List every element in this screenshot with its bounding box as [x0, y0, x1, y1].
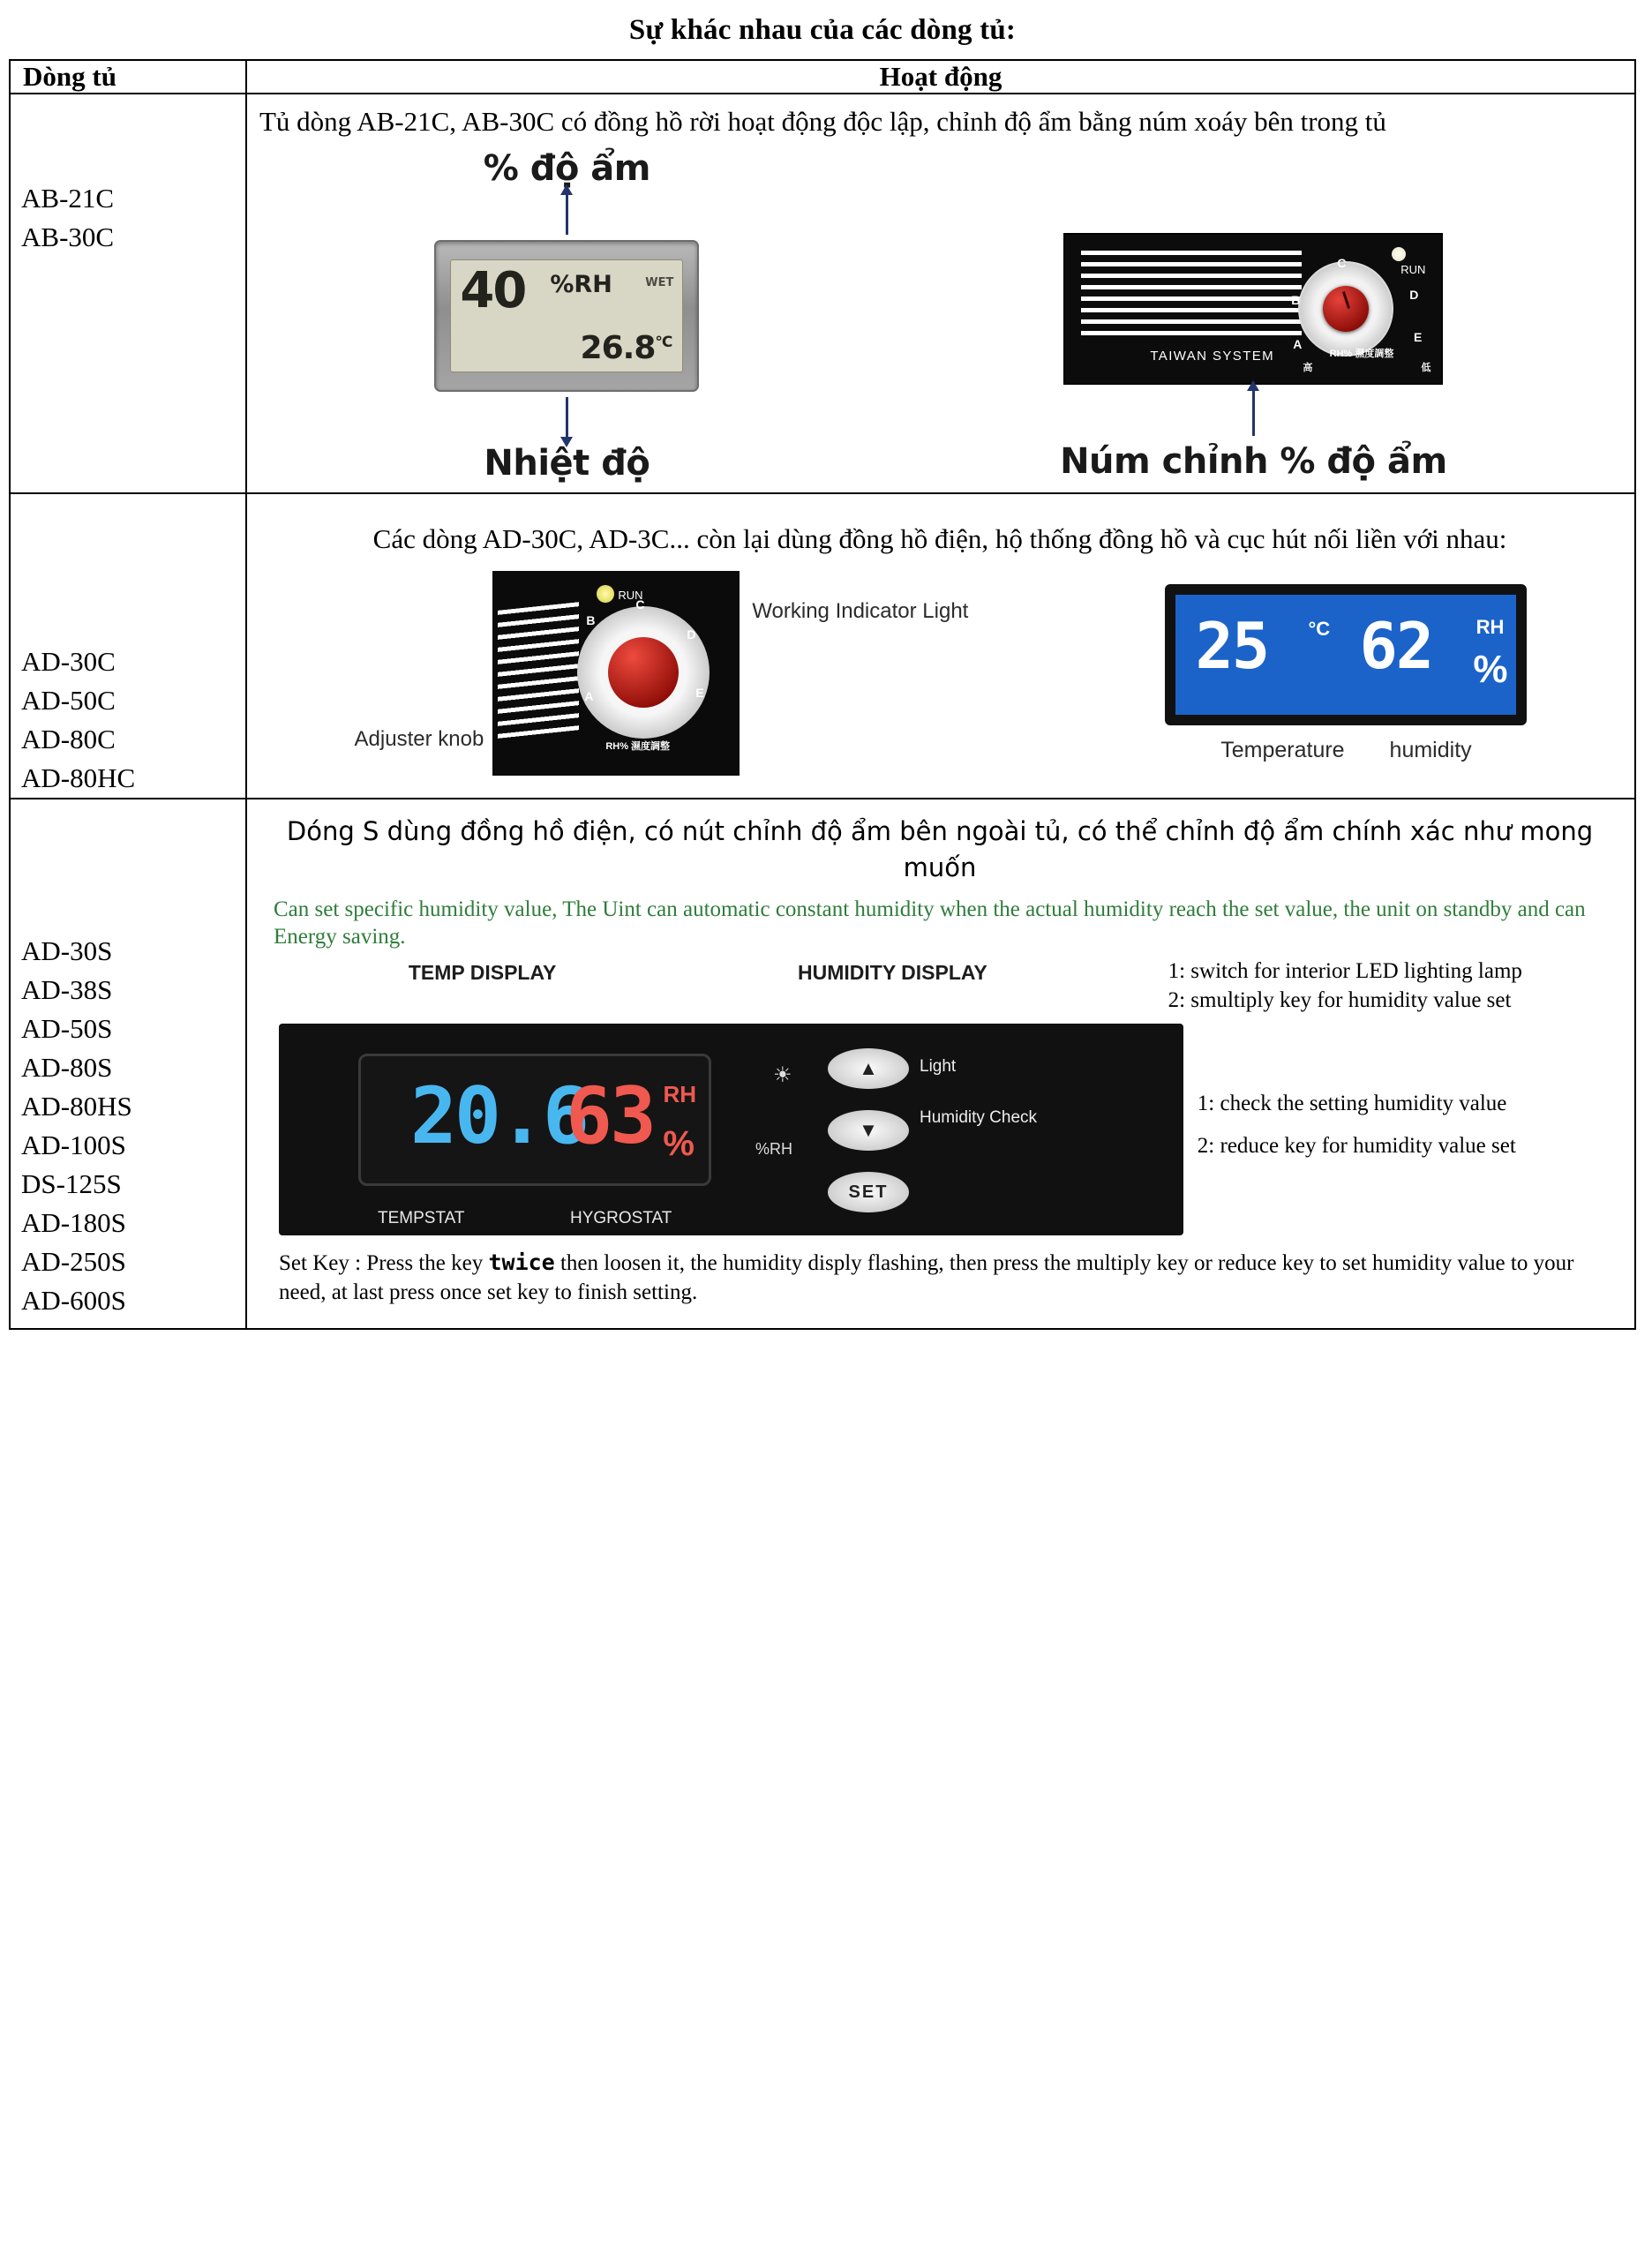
- humidity-adjust-dial[interactable]: [577, 606, 710, 739]
- humidity-adjust-dial[interactable]: [1298, 261, 1393, 356]
- operation-cell-ab: [246, 94, 1635, 493]
- page-title: Sự khác nhau của các dòng tủ:: [628, 14, 1017, 46]
- arrow-down-icon: [566, 397, 568, 438]
- note-line-3: 1: check the setting humidity value: [1197, 1091, 1507, 1115]
- set-note-suffix: then loosen it, the humidity disply flashing, then press the multiply key or reduce key to set humidity value to your need, at last press once set key to finish setting.: [279, 1251, 1574, 1305]
- description-adc: Các dòng AD-30C, AD-3C... còn lại dùng đồng hồ điện, hộ thống đồng hồ và cục hút nối liền với nhau:: [372, 523, 1507, 555]
- standalone-hygrometer: [434, 240, 699, 392]
- blue-display-figure: [1165, 584, 1527, 763]
- dial-knob[interactable]: [608, 637, 679, 708]
- set-note-emphasis: twice: [488, 1250, 555, 1276]
- label-tempstat: TEMPSTAT: [378, 1209, 465, 1228]
- display-temperature: 25: [1195, 608, 1269, 683]
- model-ab-21c: AB-21C: [21, 183, 115, 214]
- dial-label-a: A: [584, 689, 594, 704]
- model-ad-30c: AD-30C: [21, 646, 116, 678]
- vent-stripes: [498, 603, 579, 744]
- lcd-screen: [450, 259, 683, 372]
- label-humidity-check: Humidity Check: [920, 1108, 1038, 1128]
- model-list-ab: [21, 179, 245, 257]
- model-list-adc: [21, 642, 245, 798]
- model-ab-30c: AB-30C: [21, 221, 115, 253]
- header-operation: Hoạt động: [246, 60, 1635, 94]
- dial-high-label: 低: [1421, 363, 1431, 374]
- working-indicator-label: Working Indicator Light: [752, 599, 969, 624]
- vent-stripes: [1081, 251, 1302, 335]
- dial-label-d: D: [1409, 288, 1419, 303]
- header-model: Dòng tủ: [10, 60, 246, 94]
- operation-cell-adc: [246, 493, 1635, 799]
- dial-label-a: A: [1293, 337, 1303, 352]
- dial-knob[interactable]: [1323, 286, 1369, 332]
- arrow-up-icon: [566, 194, 568, 235]
- table-row: [10, 799, 1635, 1329]
- run-label: RUN: [1400, 263, 1426, 277]
- dial-label-b: B: [586, 613, 596, 628]
- digital-display: [1165, 584, 1527, 725]
- interior-knob-panel: [1063, 233, 1443, 385]
- humidity-increase-button[interactable]: ▲: [828, 1048, 909, 1089]
- set-key-note: [252, 1235, 1629, 1316]
- model-ad-100s: AD-100S: [21, 1130, 126, 1161]
- figure-adc-series: [247, 562, 1634, 788]
- arrow-up-icon-knob: [1252, 390, 1255, 436]
- knob-photo: [492, 571, 740, 776]
- model-ds-125s: DS-125S: [21, 1168, 122, 1200]
- panel-humidity-value: 63: [566, 1070, 654, 1162]
- lcd-humidity-unit: %RH: [550, 271, 612, 299]
- dial-sub-label: RH% 濕度調整: [1329, 349, 1394, 360]
- lcd-humidity-value: 40: [460, 262, 526, 320]
- model-ad-38s: AD-38S: [21, 974, 113, 1006]
- dial-sub-label: RH% 濕度調整: [605, 741, 671, 753]
- note-line-1: 1: switch for interior LED lighting lamp: [1168, 959, 1522, 984]
- description-ads: Dóng S dùng đồng hồ điện, có nút chỉnh độ ẩm bên ngoài tủ, có thể chỉnh độ ẩm chính xác như mong muốn: [286, 816, 1594, 883]
- model-ad-80hc: AD-80HC: [21, 762, 136, 794]
- figure-ads-series: [247, 892, 1634, 1329]
- comparison-table: [9, 59, 1636, 1330]
- model-ad-250s: AD-250S: [21, 1246, 126, 1278]
- display-humidity-unit: RH: [1476, 615, 1505, 638]
- label-temp-display: TEMP DISPLAY: [408, 961, 557, 985]
- dial-label-c: C: [1337, 256, 1347, 271]
- model-ad-180s: AD-180S: [21, 1207, 126, 1239]
- label-humidity-display: HUMIDITY DISPLAY: [798, 961, 987, 985]
- model-ad-50s: AD-50S: [21, 1013, 113, 1045]
- dial-label-b: B: [1291, 293, 1301, 308]
- note-line-2: 2: smultiply key for humidity value set: [1168, 987, 1512, 1012]
- model-cell-adc: [10, 493, 246, 799]
- model-ad-30s: AD-30S: [21, 935, 113, 967]
- display-captions: [1165, 738, 1527, 763]
- model-cell-ab: [10, 94, 246, 493]
- green-note: Can set specific humidity value, The Uint can automatic constant humidity when the actual humidity reach the set value, the unit on standby and can Energy saving.: [274, 897, 1586, 949]
- model-ad-80s: AD-80S: [21, 1052, 113, 1084]
- display-temperature-unit: °C: [1308, 617, 1331, 640]
- panel-brand-label: TAIWAN SYSTEM: [1150, 349, 1275, 364]
- model-list-ads: [21, 932, 245, 1320]
- dial-label-e: E: [1414, 330, 1423, 345]
- model-ad-50c: AD-50C: [21, 685, 116, 717]
- table-row: [10, 493, 1635, 799]
- panel-rh-label: RH: [663, 1081, 696, 1108]
- light-sun-icon: ☀: [773, 1064, 792, 1088]
- lcd-wet-label: WET: [645, 276, 674, 290]
- lcd-temperature-unit: °C: [655, 334, 672, 352]
- display-percent-sign: %: [1473, 647, 1508, 691]
- operation-cell-ads: [246, 799, 1635, 1329]
- dial-label-e: E: [695, 686, 704, 701]
- control-panel: [279, 1024, 1183, 1235]
- panel-percent-label: %: [663, 1124, 695, 1164]
- caption-humidity: % độ ẩm: [483, 148, 650, 190]
- dial-label-c: C: [635, 597, 645, 612]
- panel-temperature-value: 20.6: [410, 1070, 587, 1162]
- run-label: RUN: [618, 589, 643, 603]
- dial-label-d: D: [687, 627, 696, 642]
- panel-screen: [358, 1054, 711, 1186]
- display-humidity: 62: [1359, 608, 1433, 683]
- working-indicator-led-icon: [597, 585, 614, 603]
- model-ad-600s: AD-600S: [21, 1285, 126, 1317]
- model-ad-80c: AD-80C: [21, 724, 116, 755]
- meter-figure: [434, 148, 699, 484]
- set-button[interactable]: SET: [828, 1172, 909, 1212]
- label-light: Light: [920, 1057, 957, 1077]
- dial-low-label: 高: [1303, 363, 1313, 374]
- table-row: [10, 94, 1635, 493]
- humidity-decrease-button[interactable]: ▼: [828, 1110, 909, 1151]
- set-note-prefix: Set Key : Press the key: [279, 1251, 489, 1276]
- label-hygrostat: HYGROSTAT: [570, 1209, 672, 1228]
- lcd-temperature-value: $26.8^{^\circ C}$: [580, 330, 672, 367]
- table-header-row: [10, 60, 1635, 94]
- run-led-icon: [1392, 247, 1406, 261]
- model-ad-80hs: AD-80HS: [21, 1091, 132, 1122]
- caption-humidity: humidity: [1389, 737, 1472, 762]
- note-line-4: 2: reduce key for humidity value set: [1197, 1134, 1516, 1159]
- caption-knob: Núm chỉnh % độ ẩm: [1060, 441, 1447, 483]
- caption-temperature: Nhiệt độ: [484, 443, 650, 484]
- model-cell-ads: [10, 799, 246, 1329]
- adjuster-knob-label: Adjuster knob: [354, 727, 484, 752]
- knob-panel-figure: [1060, 148, 1447, 482]
- adjuster-knob-figure: [355, 571, 969, 776]
- caption-temperature: Temperature: [1220, 737, 1345, 762]
- description-ab: Tủ dòng AB-21C, AB-30C có đồng hồ rời hoạt động độc lập, chỉnh độ ẩm bằng núm xoáy bên trong tủ: [259, 106, 1386, 137]
- panel-rh-icon-label: %RH: [755, 1140, 793, 1159]
- figure-ab-series: [247, 145, 1634, 492]
